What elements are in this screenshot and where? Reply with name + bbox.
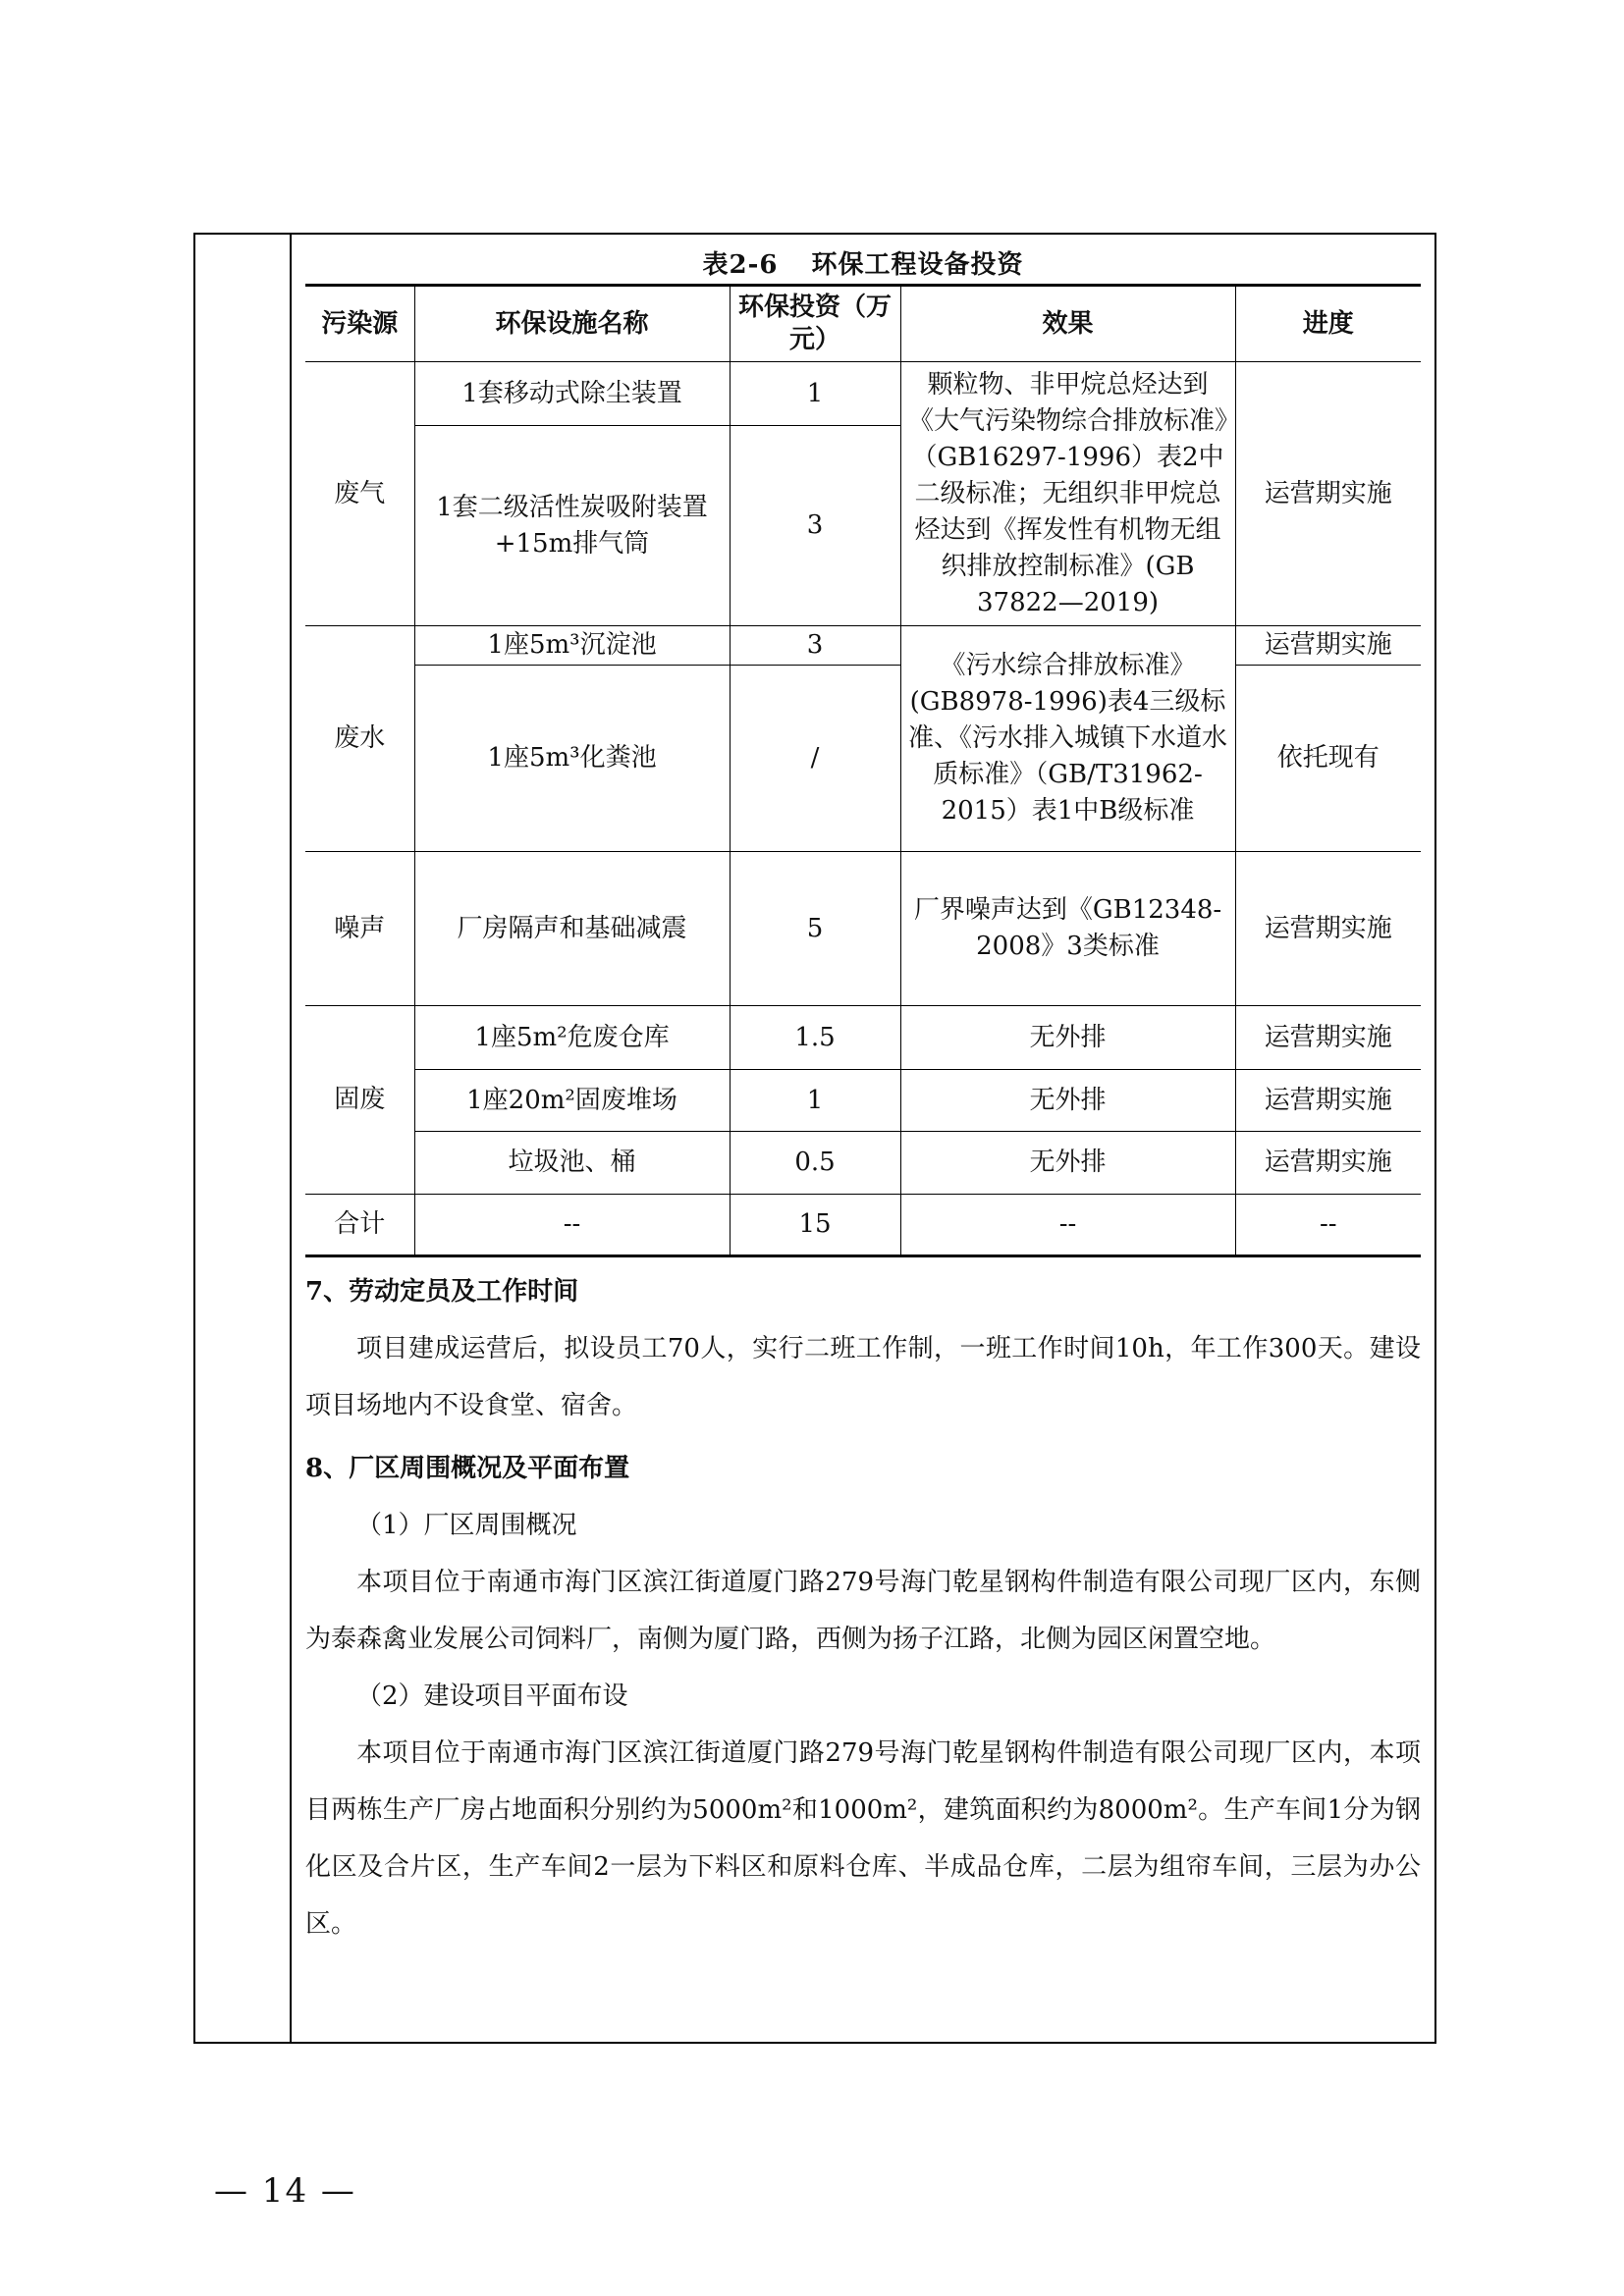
progress-cell: -- <box>1235 1195 1421 1256</box>
table-caption-number: 表2-6 <box>702 250 779 280</box>
investment-table <box>305 284 1421 1257</box>
page-number: — 14 — <box>214 2171 356 2211</box>
facility-cell: 1座5m³化粪池 <box>414 666 730 852</box>
facility-cell: 1套移动式除尘装置 <box>414 362 730 426</box>
body-text <box>305 1263 1421 1952</box>
table-caption <box>305 250 1421 280</box>
investment-cell: 5 <box>730 852 900 1006</box>
header-effect: 效果 <box>900 286 1235 362</box>
investment-cell: 0.5 <box>730 1132 900 1195</box>
investment-cell: 1 <box>730 1070 900 1132</box>
progress-cell: 运营期实施 <box>1235 1070 1421 1132</box>
effect-cell: 厂界噪声达到《GB12348-2008》3类标准 <box>900 852 1235 1006</box>
table-row <box>305 362 1421 426</box>
facility-cell: 1座20m²固废堆场 <box>414 1070 730 1132</box>
effect-cell: -- <box>900 1195 1235 1256</box>
table-header-row <box>305 286 1421 362</box>
progress-cell: 运营期实施 <box>1235 362 1421 626</box>
source-waste-gas: 废气 <box>305 362 414 626</box>
table-caption-title: 环保工程设备投资 <box>811 250 1024 280</box>
table-row <box>305 1132 1421 1195</box>
effect-cell: 无外排 <box>900 1070 1235 1132</box>
header-source: 污染源 <box>305 286 414 362</box>
progress-cell: 依托现有 <box>1235 666 1421 852</box>
total-label: 合计 <box>305 1195 414 1256</box>
main-content <box>305 233 1421 1952</box>
progress-cell: 运营期实施 <box>1235 1132 1421 1195</box>
frame-divider <box>290 235 292 2042</box>
table-row <box>305 666 1421 852</box>
progress-cell: 运营期实施 <box>1235 626 1421 666</box>
header-progress: 进度 <box>1235 286 1421 362</box>
investment-cell: / <box>730 666 900 852</box>
facility-cell: 1套二级活性炭吸附装置+15m排气筒 <box>414 426 730 626</box>
effect-cell: 《污水综合排放标准》(GB8978-1996)表4三级标准、《污水排入城镇下水道水质标准》（GB/T31962-2015）表1中B级标准 <box>900 626 1235 852</box>
section-8-paragraph-2: 本项目位于南通市海门区滨江街道厦门路279号海门乾星钢构件制造有限公司现厂区内，本项目两栋生产厂房占地面积分别约为5000m²和1000m²，建筑面积约为8000m²。生产车间1分为钢化区及合片区，生产车间2一层为下料区和原料仓库、半成品仓库，二层为组帘车间，三层为办公区。 <box>305 1738 1421 1939</box>
facility-cell: -- <box>414 1195 730 1256</box>
table-row <box>305 626 1421 666</box>
source-noise: 噪声 <box>305 852 414 1006</box>
header-investment: 环保投资（万元） <box>730 286 900 362</box>
investment-total: 15 <box>730 1195 900 1256</box>
source-solid-waste: 固废 <box>305 1006 414 1195</box>
progress-cell: 运营期实施 <box>1235 852 1421 1006</box>
source-waste-water: 废水 <box>305 626 414 852</box>
section-8-subheading-1: （1）厂区周围概况 <box>356 1511 577 1540</box>
table-row <box>305 852 1421 1006</box>
effect-cell: 无外排 <box>900 1132 1235 1195</box>
table-total-row <box>305 1195 1421 1256</box>
facility-cell: 1座5m²危废仓库 <box>414 1006 730 1070</box>
section-7-heading: 7、劳动定员及工作时间 <box>305 1277 579 1307</box>
section-7-paragraph: 项目建成运营后，拟设员工70人，实行二班工作制，一班工作时间10h，年工作300天。建设项目场地内不设食堂、宿舍。 <box>305 1334 1421 1420</box>
facility-cell: 1座5m³沉淀池 <box>414 626 730 666</box>
table-row <box>305 1070 1421 1132</box>
investment-cell: 1.5 <box>730 1006 900 1070</box>
section-8-subheading-2: （2）建设项目平面布设 <box>356 1682 628 1711</box>
investment-cell: 1 <box>730 362 900 426</box>
section-8-paragraph-1: 本项目位于南通市海门区滨江街道厦门路279号海门乾星钢构件制造有限公司现厂区内，东侧为泰森禽业发展公司饲料厂，南侧为厦门路，西侧为扬子江路，北侧为园区闲置空地。 <box>305 1568 1421 1654</box>
facility-cell: 厂房隔声和基础减震 <box>414 852 730 1006</box>
header-facility: 环保设施名称 <box>414 286 730 362</box>
facility-cell: 垃圾池、桶 <box>414 1132 730 1195</box>
effect-cell: 颗粒物、非甲烷总烃达到《大气污染物综合排放标准》（GB16297-1996）表2中二级标准；无组织非甲烷总烃达到《挥发性有机物无组织排放控制标准》(GB 37822—2019) <box>900 362 1235 626</box>
table-row <box>305 1006 1421 1070</box>
investment-cell: 3 <box>730 626 900 666</box>
section-8-heading: 8、厂区周围概况及平面布置 <box>305 1454 630 1483</box>
effect-cell: 无外排 <box>900 1006 1235 1070</box>
investment-cell: 3 <box>730 426 900 626</box>
progress-cell: 运营期实施 <box>1235 1006 1421 1070</box>
